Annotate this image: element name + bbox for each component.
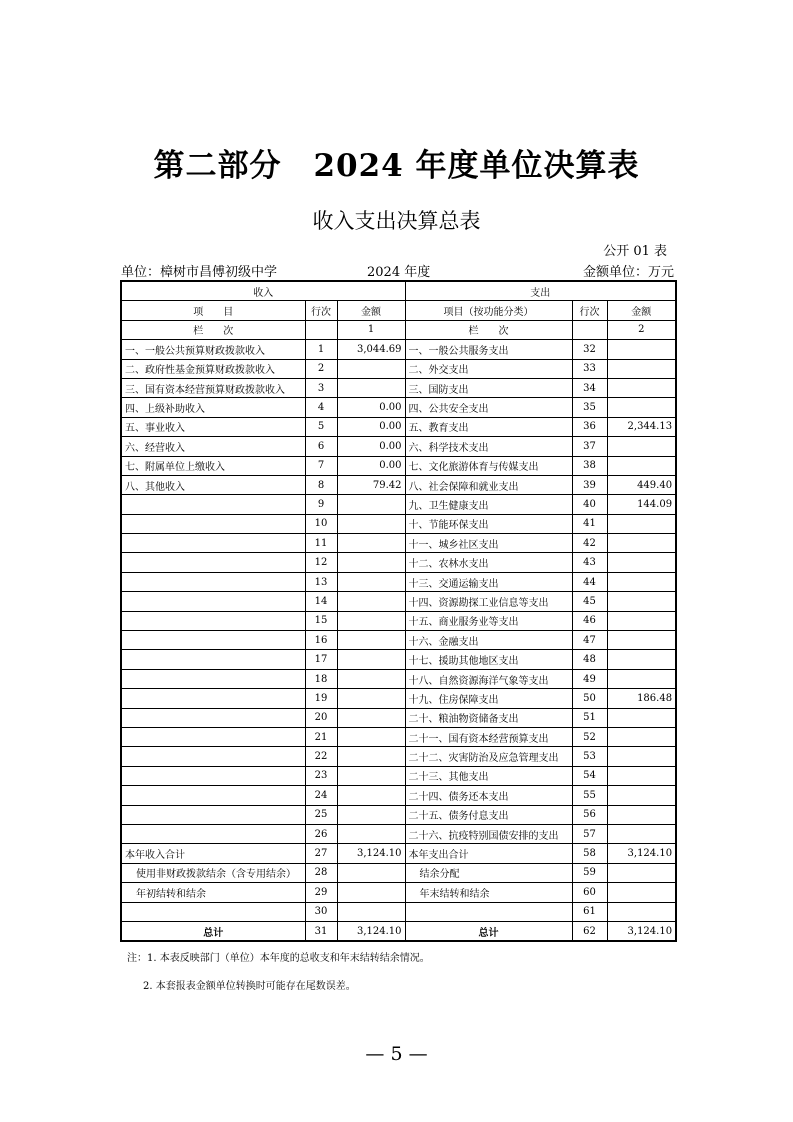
- income-row-no: 27: [305, 844, 337, 863]
- income-row-no: 12: [305, 553, 337, 572]
- expense-row-no: 46: [572, 611, 607, 630]
- income-amount: [337, 766, 405, 785]
- income-item-name: [121, 495, 305, 514]
- expense-item-name: 二、外交支出: [405, 359, 572, 378]
- table-row: [121, 766, 676, 785]
- table-row: [121, 902, 676, 921]
- table-row: [121, 786, 676, 805]
- income-amount: [337, 611, 405, 630]
- row-no-header: 行次: [572, 301, 607, 320]
- expense-amount: [607, 708, 676, 727]
- income-row-no: 11: [305, 534, 337, 553]
- income-item-name: 四、上级补助收入: [121, 398, 305, 417]
- income-item-name: [121, 669, 305, 688]
- expense-item-name: 七、文化旅游体育与传媒支出: [405, 456, 572, 475]
- budget-table: [120, 280, 677, 942]
- income-item-name: 使用非财政拨款结余（含专用结余）: [121, 863, 305, 882]
- expense-row-no: 58: [572, 844, 607, 863]
- income-amount: 3,044.69: [337, 340, 405, 359]
- table-row: [121, 747, 676, 766]
- expense-row-no: 36: [572, 417, 607, 436]
- expense-item-name: 结余分配: [405, 863, 572, 882]
- expense-item-name: 十、节能环保支出: [405, 514, 572, 533]
- expense-row-no: 54: [572, 766, 607, 785]
- expense-row-no: 41: [572, 514, 607, 533]
- expense-item-name: 九、卫生健康支出: [405, 495, 572, 514]
- income-row-no: 20: [305, 708, 337, 727]
- income-item-name: 三、国有资本经营预算财政拨款收入: [121, 378, 305, 397]
- amount-header: 金额: [607, 301, 676, 320]
- total-expense-row-no: 62: [572, 921, 607, 941]
- item-func-header: 项目（按功能分类）: [405, 301, 572, 320]
- expense-item-name: 五、教育支出: [405, 417, 572, 436]
- column-number: 2: [607, 320, 676, 339]
- income-item-name: 八、其他收入: [121, 475, 305, 494]
- income-amount: 0.00: [337, 456, 405, 475]
- income-row-no: 5: [305, 417, 337, 436]
- expense-amount: [607, 456, 676, 475]
- table-body: [121, 340, 676, 922]
- income-amount: [337, 650, 405, 669]
- income-row-no: 15: [305, 611, 337, 630]
- income-item-name: 七、附属单位上缴收入: [121, 456, 305, 475]
- income-row-no: 28: [305, 863, 337, 882]
- income-amount: [337, 553, 405, 572]
- total-expense-label: 总计: [405, 921, 572, 941]
- income-item-name: [121, 786, 305, 805]
- income-item-name: [121, 689, 305, 708]
- total-income-row-no: 31: [305, 921, 337, 941]
- expense-amount: [607, 553, 676, 572]
- total-row: [121, 921, 676, 941]
- row-no-header: 行次: [305, 301, 337, 320]
- expense-amount: [607, 398, 676, 417]
- expense-amount: [607, 902, 676, 921]
- expense-amount: [607, 340, 676, 359]
- expense-amount: 144.09: [607, 495, 676, 514]
- expense-item-name: 二十、粮油物资储备支出: [405, 708, 572, 727]
- expense-item-name: 十五、商业服务业等支出: [405, 611, 572, 630]
- footnotes: [127, 952, 430, 1008]
- table-row: [121, 883, 676, 902]
- income-row-no: 3: [305, 378, 337, 397]
- income-amount: [337, 378, 405, 397]
- income-amount: [337, 727, 405, 746]
- table-row: [121, 592, 676, 611]
- expense-item-name: 二十一、国有资本经营预算支出: [405, 727, 572, 746]
- income-row-no: 16: [305, 631, 337, 650]
- table-row: [121, 553, 676, 572]
- expense-amount: [607, 378, 676, 397]
- column-number: 1: [337, 320, 405, 339]
- expense-amount: [607, 631, 676, 650]
- expense-row-no: 34: [572, 378, 607, 397]
- header-row-columns: [121, 301, 676, 320]
- expense-item-name: 六、科学技术支出: [405, 437, 572, 456]
- note-1: 注：1. 本表反映部门（单位）本年度的总收支和年末结转结余情况。: [127, 953, 430, 964]
- expense-row-no: 57: [572, 824, 607, 843]
- page-number: — 5 —: [365, 1043, 428, 1065]
- income-item-name: [121, 514, 305, 533]
- income-amount: [337, 534, 405, 553]
- income-item-name: 五、事业收入: [121, 417, 305, 436]
- income-item-name: 本年收入合计: [121, 844, 305, 863]
- income-item-name: [121, 650, 305, 669]
- expense-row-no: 49: [572, 669, 607, 688]
- income-item-name: [121, 592, 305, 611]
- expense-item-name: 二十三、其他支出: [405, 766, 572, 785]
- income-row-no: 17: [305, 650, 337, 669]
- income-row-no: 22: [305, 747, 337, 766]
- expense-row-no: 59: [572, 863, 607, 882]
- income-row-no: 29: [305, 883, 337, 902]
- total-label: 总计: [121, 921, 305, 941]
- income-amount: [337, 747, 405, 766]
- fiscal-year: 2024 年度: [367, 265, 431, 280]
- note-2: 2. 本套报表金额单位转换时可能存在尾数误差。: [143, 981, 356, 992]
- expense-row-no: 47: [572, 631, 607, 650]
- income-amount: [337, 863, 405, 882]
- expense-item-name: 十二、农林水支出: [405, 553, 572, 572]
- expense-amount: [607, 572, 676, 591]
- table-row: [121, 611, 676, 630]
- income-amount: [337, 786, 405, 805]
- expense-item-name: 二十二、灾害防治及应急管理支出: [405, 747, 572, 766]
- income-row-no: 4: [305, 398, 337, 417]
- income-item-name: [121, 805, 305, 824]
- lanci-label: 栏 次: [405, 320, 572, 339]
- income-item-name: [121, 611, 305, 630]
- expense-item-name: 本年支出合计: [405, 844, 572, 863]
- table-row: [121, 805, 676, 824]
- table-row: [121, 378, 676, 397]
- income-row-no: 7: [305, 456, 337, 475]
- table-row: [121, 456, 676, 475]
- income-amount: 79.42: [337, 475, 405, 494]
- expense-amount: [607, 437, 676, 456]
- income-amount: [337, 689, 405, 708]
- table-row: [121, 340, 676, 359]
- expense-row-no: 50: [572, 689, 607, 708]
- expense-row-no: 44: [572, 572, 607, 591]
- expense-item-name: 三、国防支出: [405, 378, 572, 397]
- expense-row-no: 38: [572, 456, 607, 475]
- income-amount: [337, 514, 405, 533]
- table-row: [121, 359, 676, 378]
- table-row: [121, 514, 676, 533]
- income-row-no: 19: [305, 689, 337, 708]
- income-item-name: [121, 572, 305, 591]
- expense-row-no: 35: [572, 398, 607, 417]
- income-item-name: [121, 708, 305, 727]
- income-amount: [337, 708, 405, 727]
- table-row: [121, 572, 676, 591]
- table-row: [121, 495, 676, 514]
- table-row: [121, 727, 676, 746]
- expense-row-no: 37: [572, 437, 607, 456]
- income-item-name: [121, 534, 305, 553]
- expense-amount: [607, 766, 676, 785]
- income-row-no: 1: [305, 340, 337, 359]
- expense-row-no: 40: [572, 495, 607, 514]
- empty-cell: [572, 320, 607, 339]
- income-item-name: 一、一般公共预算财政拨款收入: [121, 340, 305, 359]
- expense-item-name: 十三、交通运输支出: [405, 572, 572, 591]
- expense-header: 支出: [405, 281, 676, 301]
- income-item-name: 六、经营收入: [121, 437, 305, 456]
- income-amount: [337, 824, 405, 843]
- income-row-no: 6: [305, 437, 337, 456]
- expense-amount: [607, 611, 676, 630]
- expense-row-no: 55: [572, 786, 607, 805]
- table-row: [121, 844, 676, 863]
- expense-item-name: 二十五、债务付息支出: [405, 805, 572, 824]
- expense-amount: [607, 592, 676, 611]
- expense-amount: [607, 805, 676, 824]
- table-row: [121, 863, 676, 882]
- expense-row-no: 33: [572, 359, 607, 378]
- expense-row-no: 56: [572, 805, 607, 824]
- expense-row-no: 45: [572, 592, 607, 611]
- table-row: [121, 631, 676, 650]
- expense-row-no: 60: [572, 883, 607, 902]
- table-row: [121, 417, 676, 436]
- page-title: 第二部分 2024 年度单位决算表: [153, 148, 640, 184]
- expense-item-name: 四、公共安全支出: [405, 398, 572, 417]
- income-row-no: 25: [305, 805, 337, 824]
- expense-item-name: 十八、自然资源海洋气象等支出: [405, 669, 572, 688]
- income-row-no: 30: [305, 902, 337, 921]
- expense-amount: [607, 534, 676, 553]
- table-row: [121, 437, 676, 456]
- expense-item-name: 十九、住房保障支出: [405, 689, 572, 708]
- expense-row-no: 48: [572, 650, 607, 669]
- expense-amount: [607, 786, 676, 805]
- table-row: [121, 534, 676, 553]
- income-item-name: [121, 553, 305, 572]
- expense-amount: [607, 669, 676, 688]
- expense-amount: 2,344.13: [607, 417, 676, 436]
- expense-amount: [607, 727, 676, 746]
- expense-amount: [607, 824, 676, 843]
- amount-header: 金额: [337, 301, 405, 320]
- header-row-lanci: [121, 320, 676, 339]
- income-amount: [337, 902, 405, 921]
- table-number: 公开 01 表: [603, 244, 667, 259]
- expense-amount: 3,124.10: [607, 844, 676, 863]
- expense-item-name: 十一、城乡社区支出: [405, 534, 572, 553]
- income-header: 收入: [121, 281, 405, 301]
- expense-row-no: 53: [572, 747, 607, 766]
- income-amount: [337, 572, 405, 591]
- expense-row-no: 61: [572, 902, 607, 921]
- expense-item-name: 十六、金融支出: [405, 631, 572, 650]
- table-row: [121, 669, 676, 688]
- table-row: [121, 824, 676, 843]
- table-row: [121, 475, 676, 494]
- income-row-no: 26: [305, 824, 337, 843]
- income-item-name: [121, 747, 305, 766]
- expense-item-name: 十七、援助其他地区支出: [405, 650, 572, 669]
- total-expense-amount: 3,124.10: [607, 921, 676, 941]
- table-row: [121, 650, 676, 669]
- total-income-amount: 3,124.10: [337, 921, 405, 941]
- expense-amount: [607, 359, 676, 378]
- income-amount: 3,124.10: [337, 844, 405, 863]
- expense-row-no: 51: [572, 708, 607, 727]
- table-row: [121, 689, 676, 708]
- income-item-name: [121, 727, 305, 746]
- income-amount: [337, 669, 405, 688]
- meta-row: [121, 261, 674, 279]
- income-amount: [337, 359, 405, 378]
- table-row: [121, 708, 676, 727]
- expense-item-name: 八、社会保障和就业支出: [405, 475, 572, 494]
- expense-row-no: 52: [572, 727, 607, 746]
- income-item-name: [121, 824, 305, 843]
- income-amount: [337, 592, 405, 611]
- lanci-label: 栏 次: [121, 320, 305, 339]
- income-row-no: 23: [305, 766, 337, 785]
- income-row-no: 13: [305, 572, 337, 591]
- income-amount: 0.00: [337, 417, 405, 436]
- income-row-no: 9: [305, 495, 337, 514]
- expense-row-no: 43: [572, 553, 607, 572]
- income-item-name: 年初结转和结余: [121, 883, 305, 902]
- expense-item-name: 二十四、债务还本支出: [405, 786, 572, 805]
- expense-item-name: 一、一般公共服务支出: [405, 340, 572, 359]
- expense-row-no: 42: [572, 534, 607, 553]
- empty-cell: [305, 320, 337, 339]
- income-row-no: 10: [305, 514, 337, 533]
- income-row-no: 18: [305, 669, 337, 688]
- income-row-no: 8: [305, 475, 337, 494]
- income-item-name: [121, 902, 305, 921]
- income-amount: [337, 631, 405, 650]
- income-row-no: 21: [305, 727, 337, 746]
- income-amount: [337, 495, 405, 514]
- expense-amount: [607, 883, 676, 902]
- income-row-no: 24: [305, 786, 337, 805]
- expense-item-name: 十四、资源勘探工业信息等支出: [405, 592, 572, 611]
- expense-amount: 186.48: [607, 689, 676, 708]
- income-item-name: [121, 631, 305, 650]
- header-row-section: [121, 281, 676, 301]
- expense-amount: [607, 514, 676, 533]
- expense-row-no: 32: [572, 340, 607, 359]
- expense-item-name: 年末结转和结余: [405, 883, 572, 902]
- expense-item-name: 二十六、抗疫特别国债安排的支出: [405, 824, 572, 843]
- expense-row-no: 39: [572, 475, 607, 494]
- expense-amount: [607, 747, 676, 766]
- income-amount: 0.00: [337, 398, 405, 417]
- item-header: 项 目: [121, 301, 305, 320]
- income-amount: [337, 805, 405, 824]
- income-amount: 0.00: [337, 437, 405, 456]
- unit-name: 单位：樟树市昌傅初级中学: [121, 265, 278, 280]
- income-row-no: 2: [305, 359, 337, 378]
- table-title: 收入支出决算总表: [312, 209, 481, 233]
- table-row: [121, 398, 676, 417]
- income-item-name: [121, 766, 305, 785]
- money-unit: 金额单位：万元: [582, 265, 674, 280]
- income-row-no: 14: [305, 592, 337, 611]
- expense-amount: 449.40: [607, 475, 676, 494]
- expense-item-name: [405, 902, 572, 921]
- income-item-name: 二、政府性基金预算财政拨款收入: [121, 359, 305, 378]
- income-amount: [337, 883, 405, 902]
- expense-amount: [607, 863, 676, 882]
- expense-amount: [607, 650, 676, 669]
